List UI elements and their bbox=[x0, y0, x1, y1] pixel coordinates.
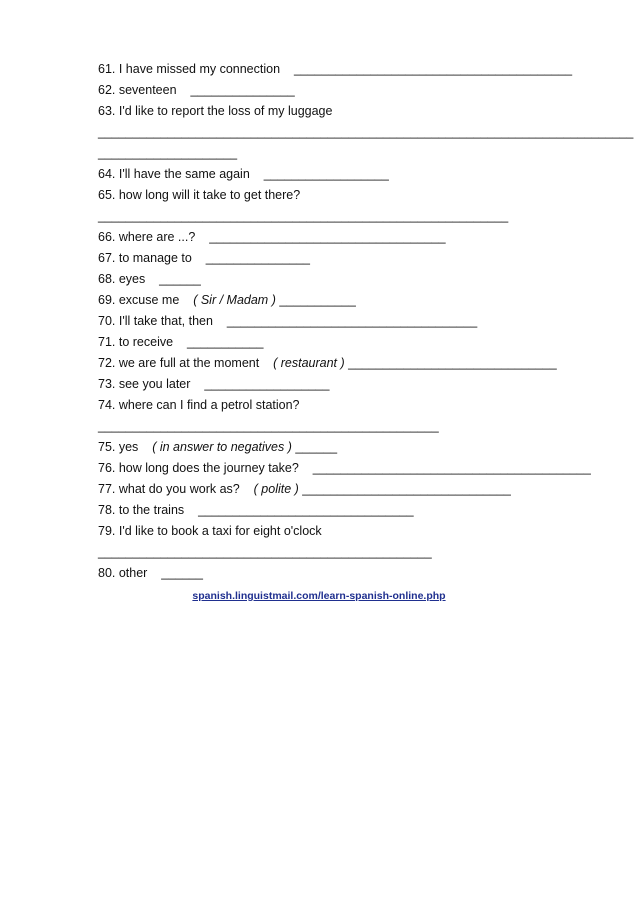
answer-blank[interactable]: ______ bbox=[295, 440, 338, 454]
answer-blank[interactable]: ____________________________________ bbox=[226, 314, 478, 328]
exercise-item bbox=[98, 458, 591, 479]
item-prompt: 68. eyes bbox=[98, 272, 146, 286]
exercise-item bbox=[98, 374, 578, 395]
answer-blank[interactable]: ______________________________ bbox=[348, 356, 557, 370]
exercise-item bbox=[98, 80, 578, 101]
exercise-item bbox=[98, 353, 578, 374]
exercise-item bbox=[98, 248, 578, 269]
item-prompt: 80. other bbox=[98, 566, 148, 580]
item-prompt: 63. I'd like to report the loss of my luggage bbox=[98, 104, 333, 118]
answer-blank[interactable]: _______________ bbox=[190, 83, 295, 97]
item-prompt: 69. excuse me bbox=[98, 293, 180, 307]
answer-blank[interactable]: ___________ bbox=[279, 293, 356, 307]
exercise-item bbox=[98, 269, 578, 290]
item-prompt: 73. see you later bbox=[98, 377, 191, 391]
item-hint: ( polite ) bbox=[253, 482, 299, 496]
item-hint: ( in answer to negatives ) bbox=[152, 440, 292, 454]
answer-blank[interactable]: __________________________________ bbox=[209, 230, 446, 244]
exercise-item bbox=[98, 521, 578, 542]
item-prompt: 72. we are full at the moment bbox=[98, 356, 260, 370]
answer-blank[interactable]: ________________________________________ bbox=[312, 461, 591, 475]
exercise-item bbox=[98, 563, 578, 584]
item-prompt: 64. I'll have the same again bbox=[98, 167, 250, 181]
worksheet bbox=[98, 59, 634, 584]
item-prompt: 62. seventeen bbox=[98, 83, 177, 97]
item-prompt: 66. where are ...? bbox=[98, 230, 196, 244]
item-hint: ( Sir / Madam ) bbox=[193, 293, 276, 307]
answer-blank[interactable]: ______________________________ bbox=[302, 482, 511, 496]
exercise-item bbox=[98, 479, 578, 500]
answer-blank[interactable]: ___________ bbox=[186, 335, 264, 349]
exercise-item bbox=[98, 332, 578, 353]
answer-blank[interactable]: _______________________________ bbox=[198, 503, 414, 517]
answer-blank[interactable]: _______________ bbox=[205, 251, 311, 265]
exercise-item bbox=[98, 227, 578, 248]
item-prompt: 76. how long does the journey take? bbox=[98, 461, 299, 475]
answer-blank[interactable]: _____________________________________________________________________________ bbox=[98, 125, 634, 139]
source-link[interactable]: spanish.linguistmail.com/learn-spanish-online.php bbox=[192, 590, 446, 602]
answer-blank[interactable]: __________________ bbox=[204, 377, 330, 391]
exercise-item bbox=[98, 164, 578, 185]
exercise-item bbox=[98, 59, 578, 80]
item-prompt: 70. I'll take that, then bbox=[98, 314, 213, 328]
exercise-item bbox=[98, 185, 578, 206]
exercise-item bbox=[98, 500, 578, 521]
answer-blank[interactable]: ____________________ bbox=[98, 146, 238, 160]
exercise-item bbox=[98, 437, 578, 458]
item-prompt: 74. where can I find a petrol station? bbox=[98, 398, 300, 412]
item-prompt: 65. how long will it take to get there? bbox=[98, 188, 301, 202]
answer-blank[interactable]: ___________________________________________________________ bbox=[98, 209, 509, 223]
exercise-item bbox=[98, 395, 578, 416]
exercise-item bbox=[98, 311, 578, 332]
item-prompt: 77. what do you work as? bbox=[98, 482, 240, 496]
answer-blank[interactable]: __________________ bbox=[263, 167, 389, 181]
item-hint: ( restaurant ) bbox=[273, 356, 345, 370]
item-prompt: 75. yes bbox=[98, 440, 139, 454]
item-prompt: 78. to the trains bbox=[98, 503, 185, 517]
exercise-item bbox=[98, 290, 578, 311]
answer-blank[interactable]: ______ bbox=[161, 566, 203, 580]
answer-blank[interactable]: ______ bbox=[159, 272, 201, 286]
item-prompt: 67. to manage to bbox=[98, 251, 192, 265]
answer-blank[interactable]: ________________________________________________ bbox=[98, 545, 432, 559]
answer-blank[interactable]: _________________________________________________ bbox=[98, 419, 439, 433]
item-prompt: 71. to receive bbox=[98, 335, 174, 349]
answer-blank[interactable]: ________________________________________ bbox=[293, 62, 573, 76]
exercise-item bbox=[98, 101, 578, 122]
item-prompt: 61. I have missed my connection bbox=[98, 62, 281, 76]
item-prompt: 79. I'd like to book a taxi for eight o'clock bbox=[98, 524, 322, 538]
